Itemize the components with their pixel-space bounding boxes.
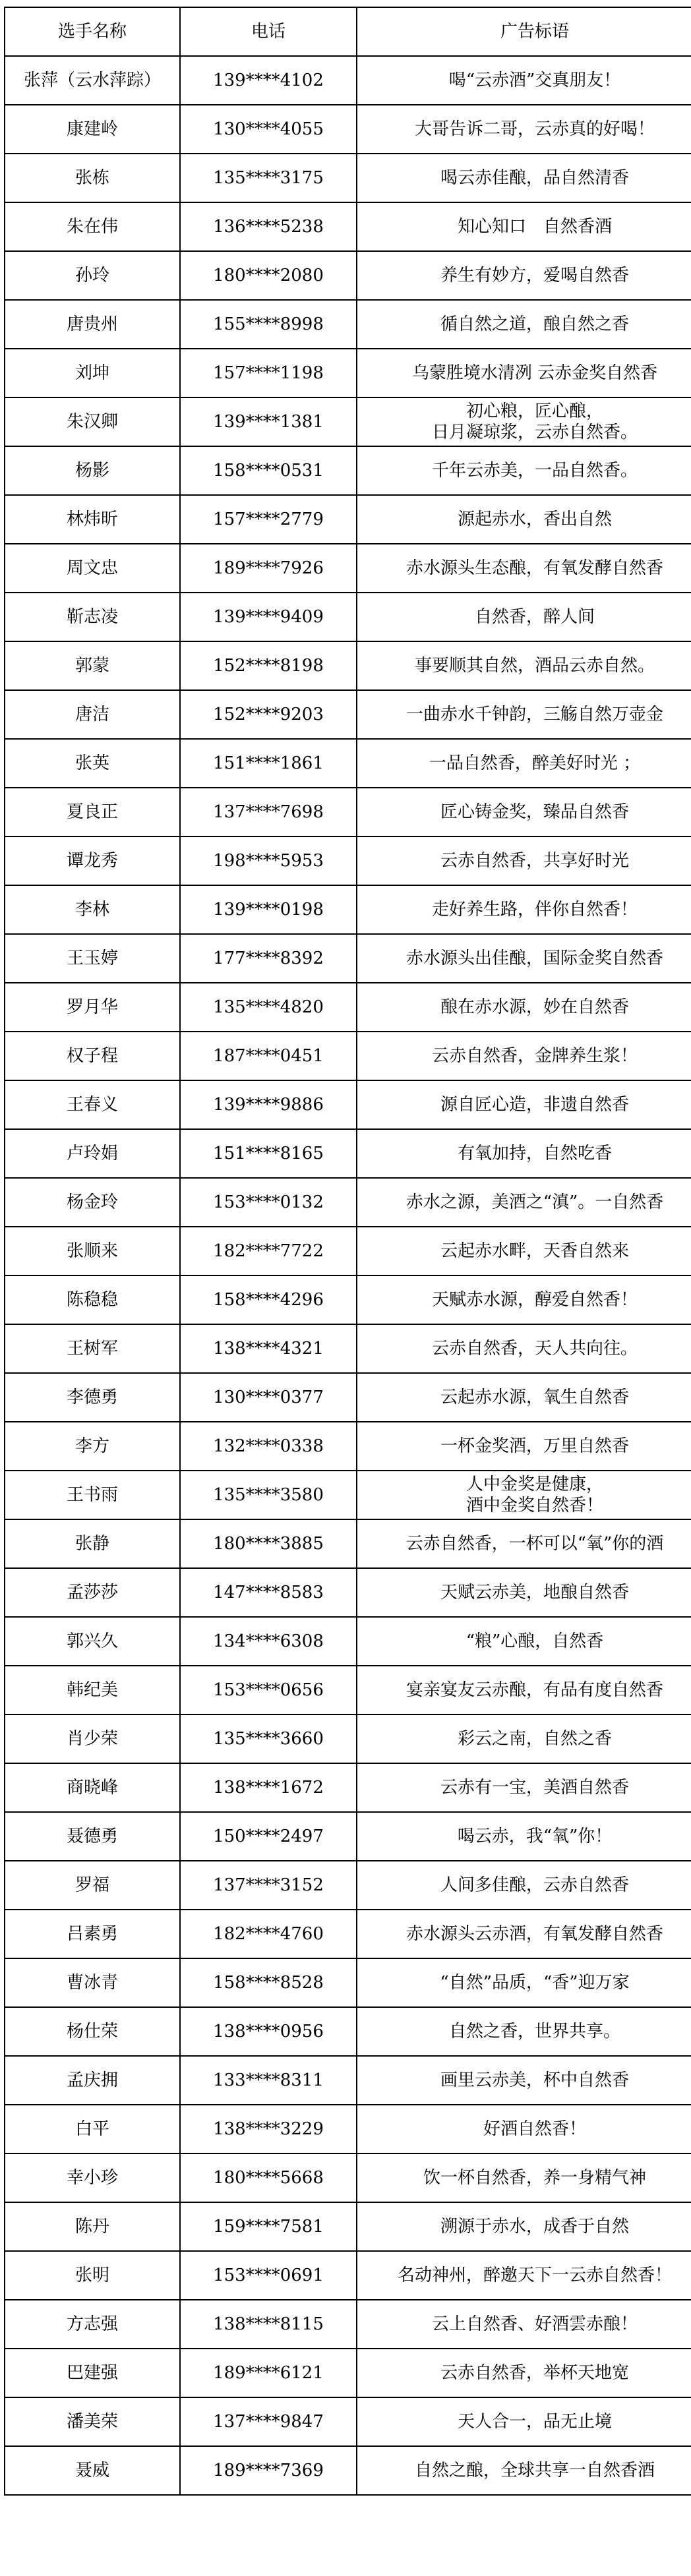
table-row (5, 1910, 691, 1958)
player-name-cell: 吕素勇 (5, 1910, 180, 1958)
table-row (5, 788, 691, 836)
table-row (5, 300, 691, 349)
player-name-cell: 巴建强 (5, 2349, 180, 2397)
slogan-cell: 好酒自然香！ (357, 2105, 691, 2153)
phone-cell: 182****7722 (180, 1227, 357, 1275)
slogan-cell: 千年云赤美，一品自然香。 (357, 446, 691, 495)
slogan-cell: 酿在赤水源，妙在自然香 (357, 983, 691, 1032)
phone-cell: 152****9203 (180, 690, 357, 739)
player-name-cell: 唐贵州 (5, 300, 180, 349)
phone-cell: 138****0956 (180, 2007, 357, 2056)
player-name-cell: 卢玲娟 (5, 1129, 180, 1178)
table-row (5, 1373, 691, 1422)
column-header-slogan: 广告标语 (357, 7, 691, 56)
table-row (5, 2202, 691, 2251)
player-name-cell: 白平 (5, 2105, 180, 2153)
slogan-cell: 喝云赤佳酿，品自然清香 (357, 154, 691, 202)
slogan-cell: 云赤自然香，一杯可以“氧”你的酒 (357, 1519, 691, 1568)
phone-cell: 139****4102 (180, 56, 357, 105)
player-name-cell: 谭龙秀 (5, 836, 180, 885)
slogan-cell: 知心知口 自然香酒 (357, 202, 691, 251)
column-header-player-name: 选手名称 (5, 7, 180, 56)
phone-cell: 189****7369 (180, 2446, 357, 2495)
slogan-cell: 一杯金奖酒，万里自然香 (357, 1422, 691, 1471)
player-name-cell: 孟庆拥 (5, 2056, 180, 2105)
phone-cell: 153****0691 (180, 2251, 357, 2300)
player-name-cell: 张英 (5, 739, 180, 788)
table-row (5, 1324, 691, 1373)
phone-cell: 151****1861 (180, 739, 357, 788)
table-row (5, 2105, 691, 2153)
table-row (5, 1812, 691, 1861)
player-name-cell: 靳志凌 (5, 593, 180, 641)
phone-cell: 153****0132 (180, 1178, 357, 1227)
slogan-cell: 源自匠心造，非遗自然香 (357, 1080, 691, 1129)
table-row (5, 885, 691, 934)
table-row (5, 836, 691, 885)
slogan-cell: “粮”心酿，自然香 (357, 1617, 691, 1666)
table-row (5, 1129, 691, 1178)
player-name-cell: 方志强 (5, 2300, 180, 2349)
player-name-cell: 张静 (5, 1519, 180, 1568)
player-name-cell: 张栋 (5, 154, 180, 202)
table-row (5, 1666, 691, 1714)
slogan-cell: 天赋赤水源，醇爱自然香！ (357, 1275, 691, 1324)
ad-slogan-table-container (4, 7, 684, 2496)
player-name-cell: 杨影 (5, 446, 180, 495)
slogan-cell: 画里云赤美，杯中自然香 (357, 2056, 691, 2105)
slogan-cell: 循自然之道，酿自然之香 (357, 300, 691, 349)
phone-cell: 159****7581 (180, 2202, 357, 2251)
table-row (5, 1763, 691, 1812)
slogan-cell: 喝“云赤酒”交真朋友！ (357, 56, 691, 105)
phone-cell: 137****9847 (180, 2397, 357, 2446)
player-name-cell: 郭兴久 (5, 1617, 180, 1666)
phone-cell: 153****0656 (180, 1666, 357, 1714)
player-name-cell: 王书雨 (5, 1471, 180, 1519)
player-name-cell: 潘美荣 (5, 2397, 180, 2446)
slogan-cell: 云上自然香、好酒雲赤酿！ (357, 2300, 691, 2349)
table-row (5, 1714, 691, 1763)
table-row (5, 544, 691, 593)
table-row (5, 2349, 691, 2397)
table-row (5, 105, 691, 154)
player-name-cell: 罗福 (5, 1861, 180, 1910)
player-name-cell: 韩纪美 (5, 1666, 180, 1714)
slogan-cell: 赤水源头出佳酿，国际金奖自然香 (357, 934, 691, 983)
slogan-cell: 大哥告诉二哥，云赤真的好喝！ (357, 105, 691, 154)
player-name-cell: 唐洁 (5, 690, 180, 739)
table-row (5, 202, 691, 251)
phone-cell: 157****1198 (180, 349, 357, 397)
player-name-cell: 朱汉卿 (5, 397, 180, 446)
slogan-cell: 自然香，醉人间 (357, 593, 691, 641)
slogan-cell: 养生有妙方，爱喝自然香 (357, 251, 691, 300)
phone-cell: 158****8528 (180, 1958, 357, 2007)
phone-cell: 157****2779 (180, 495, 357, 544)
phone-cell: 147****8583 (180, 1568, 357, 1617)
table-row (5, 1519, 691, 1568)
table-row (5, 1617, 691, 1666)
player-name-cell: 张明 (5, 2251, 180, 2300)
table-row (5, 1471, 691, 1519)
table-row (5, 2446, 691, 2495)
slogan-cell: 初心粮，匠心酿， 日月凝琼浆，云赤自然香。 (357, 397, 691, 446)
table-row (5, 446, 691, 495)
slogan-cell: 喝云赤，我“氧”你！ (357, 1812, 691, 1861)
slogan-cell: 云起赤水畔，天香自然来 (357, 1227, 691, 1275)
phone-cell: 135****3580 (180, 1471, 357, 1519)
phone-cell: 158****0531 (180, 446, 357, 495)
phone-cell: 135****4820 (180, 983, 357, 1032)
table-row (5, 1568, 691, 1617)
player-name-cell: 肖少荣 (5, 1714, 180, 1763)
phone-cell: 180****2080 (180, 251, 357, 300)
player-name-cell: 李林 (5, 885, 180, 934)
table-row (5, 2300, 691, 2349)
phone-cell: 138****1672 (180, 1763, 357, 1812)
slogan-cell: 彩云之南，自然之香 (357, 1714, 691, 1763)
table-row (5, 2007, 691, 2056)
player-name-cell: 罗月华 (5, 983, 180, 1032)
table-row (5, 2251, 691, 2300)
slogan-cell: 宴亲宴友云赤酿，有品有度自然香 (357, 1666, 691, 1714)
phone-cell: 198****5953 (180, 836, 357, 885)
slogan-cell: 人间多佳酿，云赤自然香 (357, 1861, 691, 1910)
table-row (5, 397, 691, 446)
phone-cell: 133****8311 (180, 2056, 357, 2105)
player-name-cell: 王玉婷 (5, 934, 180, 983)
phone-cell: 139****0198 (180, 885, 357, 934)
slogan-cell: 事要顺其自然，酒品云赤自然。 (357, 641, 691, 690)
phone-cell: 155****8998 (180, 300, 357, 349)
player-name-cell: 幸小珍 (5, 2153, 180, 2202)
table-row (5, 1958, 691, 2007)
player-name-cell: 周文忠 (5, 544, 180, 593)
player-name-cell: 李方 (5, 1422, 180, 1471)
phone-cell: 177****8392 (180, 934, 357, 983)
table-row (5, 1422, 691, 1471)
phone-cell: 130****4055 (180, 105, 357, 154)
table-row (5, 349, 691, 397)
phone-cell: 158****4296 (180, 1275, 357, 1324)
player-name-cell: 张萍（云水萍踪） (5, 56, 180, 105)
phone-cell: 138****8115 (180, 2300, 357, 2349)
player-name-cell: 夏良正 (5, 788, 180, 836)
slogan-cell: 云赤自然香，金牌养生浆！ (357, 1032, 691, 1080)
phone-cell: 152****8198 (180, 641, 357, 690)
column-header-phone: 电话 (180, 7, 357, 56)
table-row (5, 1178, 691, 1227)
table-row (5, 593, 691, 641)
phone-cell: 189****6121 (180, 2349, 357, 2397)
phone-cell: 139****9409 (180, 593, 357, 641)
slogan-cell: 有氧加持，自然吃香 (357, 1129, 691, 1178)
slogan-cell: 赤水之源，美酒之“滇”。一自然香 (357, 1178, 691, 1227)
slogan-cell: 赤水源头生态酿，有氧发酵自然香 (357, 544, 691, 593)
player-name-cell: 聂德勇 (5, 1812, 180, 1861)
player-name-cell: 杨仕荣 (5, 2007, 180, 2056)
phone-cell: 132****0338 (180, 1422, 357, 1471)
player-name-cell: 李德勇 (5, 1373, 180, 1422)
slogan-cell: 名动神州，醉邀天下一云赤自然香！ (357, 2251, 691, 2300)
player-name-cell: 聂威 (5, 2446, 180, 2495)
slogan-cell: 一曲赤水千钟韵，三觞自然万壶金 (357, 690, 691, 739)
slogan-cell: 云起赤水源，氧生自然香 (357, 1373, 691, 1422)
player-name-cell: 王春义 (5, 1080, 180, 1129)
phone-cell: 134****6308 (180, 1617, 357, 1666)
table-row (5, 641, 691, 690)
player-name-cell: 孙玲 (5, 251, 180, 300)
player-name-cell: 张顺来 (5, 1227, 180, 1275)
phone-cell: 138****3229 (180, 2105, 357, 2153)
player-name-cell: 孟莎莎 (5, 1568, 180, 1617)
player-name-cell: 康建岭 (5, 105, 180, 154)
table-row (5, 1032, 691, 1080)
phone-cell: 130****0377 (180, 1373, 357, 1422)
table-row (5, 1227, 691, 1275)
player-name-cell: 朱在伟 (5, 202, 180, 251)
phone-cell: 182****4760 (180, 1910, 357, 1958)
slogan-cell: 源起赤水，香出自然 (357, 495, 691, 544)
player-name-cell: 王树军 (5, 1324, 180, 1373)
slogan-cell: 溯源于赤水，成香于自然 (357, 2202, 691, 2251)
phone-cell: 189****7926 (180, 544, 357, 593)
table-row (5, 983, 691, 1032)
phone-cell: 137****3152 (180, 1861, 357, 1910)
table-row (5, 690, 691, 739)
phone-cell: 139****9886 (180, 1080, 357, 1129)
slogan-cell: 赤水源头云赤酒，有氧发酵自然香 (357, 1910, 691, 1958)
phone-cell: 139****1381 (180, 397, 357, 446)
player-name-cell: 曹冰青 (5, 1958, 180, 2007)
slogan-cell: 云赤自然香，共享好时光 (357, 836, 691, 885)
player-name-cell: 陈丹 (5, 2202, 180, 2251)
phone-cell: 150****2497 (180, 1812, 357, 1861)
slogan-cell: 一品自然香，醉美好时光 ； (357, 739, 691, 788)
table-row (5, 1275, 691, 1324)
slogan-cell: 匠心铸金奖，臻品自然香 (357, 788, 691, 836)
player-name-cell: 郭蒙 (5, 641, 180, 690)
phone-cell: 180****5668 (180, 2153, 357, 2202)
slogan-cell: 自然之酿，全球共享一自然香酒 (357, 2446, 691, 2495)
table-row (5, 2397, 691, 2446)
slogan-cell: 天赋云赤美，地酿自然香 (357, 1568, 691, 1617)
table-row (5, 251, 691, 300)
table-row (5, 495, 691, 544)
player-name-cell: 商晓峰 (5, 1763, 180, 1812)
phone-cell: 151****8165 (180, 1129, 357, 1178)
phone-cell: 135****3660 (180, 1714, 357, 1763)
table-row (5, 1080, 691, 1129)
table-row (5, 1861, 691, 1910)
slogan-cell: 云赤自然香，天人共向往。 (357, 1324, 691, 1373)
phone-cell: 138****4321 (180, 1324, 357, 1373)
slogan-cell: 饮一杯自然香，养一身精气神 (357, 2153, 691, 2202)
table-row (5, 739, 691, 788)
table-row (5, 2153, 691, 2202)
table-row (5, 934, 691, 983)
slogan-cell: 云赤有一宝，美酒自然香 (357, 1763, 691, 1812)
phone-cell: 180****3885 (180, 1519, 357, 1568)
table-row (5, 154, 691, 202)
phone-cell: 187****0451 (180, 1032, 357, 1080)
slogan-cell: 人中金奖是健康， 酒中金奖自然香！ (357, 1471, 691, 1519)
table-row (5, 56, 691, 105)
player-name-cell: 刘坤 (5, 349, 180, 397)
ad-slogan-table (4, 7, 691, 2496)
phone-cell: 136****5238 (180, 202, 357, 251)
table-header-row (5, 7, 691, 56)
slogan-cell: 云赤自然香，举杯天地宽 (357, 2349, 691, 2397)
slogan-cell: 走好养生路，伴你自然香！ (357, 885, 691, 934)
player-name-cell: 陈稳稳 (5, 1275, 180, 1324)
slogan-cell: “自然”品质，“香”迎万家 (357, 1958, 691, 2007)
table-row (5, 2056, 691, 2105)
slogan-cell: 乌蒙胜境水清冽 云赤金奖自然香 (357, 349, 691, 397)
player-name-cell: 杨金玲 (5, 1178, 180, 1227)
player-name-cell: 林炜昕 (5, 495, 180, 544)
slogan-cell: 自然之香，世界共享。 (357, 2007, 691, 2056)
phone-cell: 137****7698 (180, 788, 357, 836)
player-name-cell: 权子程 (5, 1032, 180, 1080)
table-body (5, 56, 691, 2495)
phone-cell: 135****3175 (180, 154, 357, 202)
slogan-cell: 天人合一，品无止境 (357, 2397, 691, 2446)
